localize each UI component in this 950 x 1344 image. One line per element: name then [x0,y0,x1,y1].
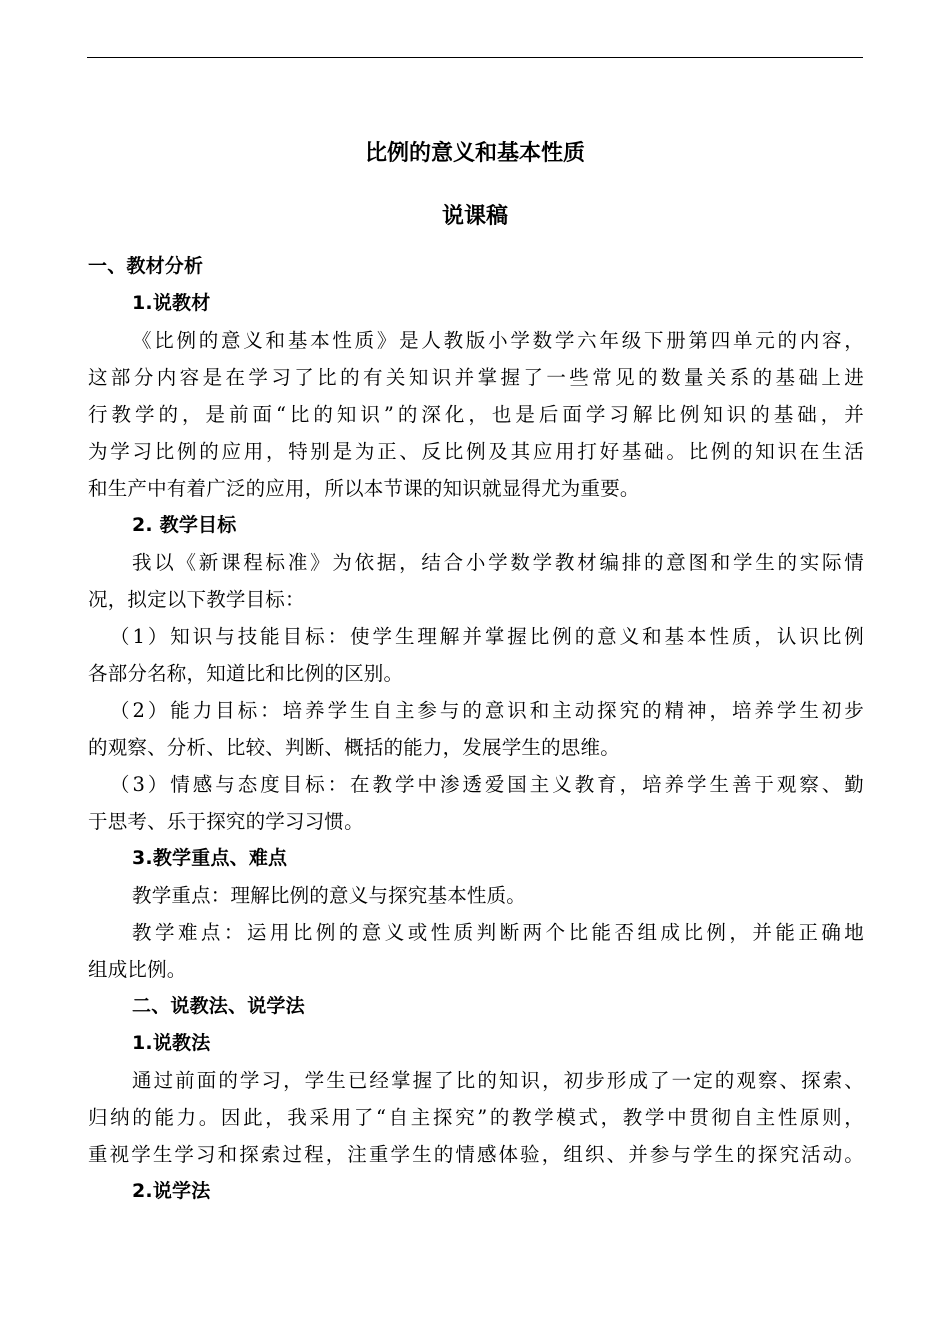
paragraph-line: 教学重点：理解比例的意义与探究基本性质。 [132,884,527,907]
paragraph-line: 这部分内容是在学习了比的有关知识并掌握了一些常见的数量关系的基础上进 [88,366,864,389]
document-body [88,248,864,1210]
paragraph-line: 各部分名称，知道比和比例的区别。 [88,662,404,685]
paragraph-line: 《比例的意义和基本性质》是人教版小学数学六年级下册第四单元的内容， [132,329,864,352]
subsection-heading: 1.说教材 [132,292,211,314]
subsection-heading: 2. 教学目标 [132,514,237,536]
paragraph-line: 归纳的能力。因此，我采用了“自主探究”的教学模式，教学中贯彻自主性原则， [88,1106,864,1129]
paragraph-line: 组成比例。 [88,958,187,981]
paragraph-line: 为学习比例的应用，特别是为正、反比例及其应用打好基础。比例的知识在生活 [88,440,864,463]
list-item-line: （2）能力目标：培养学生自主参与的意识和主动探究的精神，培养学生初步 [110,699,864,722]
section-heading: 一、教材分析 [88,255,204,277]
subsection-heading: 3.教学重点、难点 [132,847,288,869]
list-item-line: （3）情感与态度目标：在教学中渗透爱国主义教育，培养学生善于观察、勤 [110,773,864,796]
paragraph-line: 的观察、分析、比较、判断、概括的能力，发展学生的思维。 [88,736,620,759]
document-title: 比例的意义和基本性质 [364,141,585,166]
paragraph-line: 况，拟定以下教学目标： [88,588,305,611]
header-rule [87,57,863,58]
paragraph-line: 于思考、乐于探究的学习习惯。 [88,810,364,833]
subsection-heading: 二、说教法、说学法 [132,995,305,1017]
subsection-heading: 2.说学法 [132,1180,211,1202]
paragraph-line: 通过前面的学习，学生已经掌握了比的知识，初步形成了一定的观察、探索、 [132,1069,864,1092]
list-item-line: （1）知识与技能目标：使学生理解并掌握比例的意义和基本性质，认识比例 [110,625,864,648]
paragraph-line: 和生产中有着广泛的应用，所以本节课的知识就显得尤为重要。 [88,477,640,500]
paragraph-line: 我以《新课程标准》为依据，结合小学数学教材编排的意图和学生的实际情 [132,551,864,574]
subsection-heading: 1.说教法 [132,1032,211,1054]
document-subtitle: 说课稿 [441,204,508,229]
paragraph-line: 行教学的，是前面“比的知识”的深化，也是后面学习解比例知识的基础，并 [88,403,864,426]
paragraph-line: 教学难点：运用比例的意义或性质判断两个比能否组成比例，并能正确地 [132,921,864,944]
paragraph-line: 重视学生学习和探索过程，注重学生的情感体验，组织、并参与学生的探究活动。 [88,1143,864,1166]
